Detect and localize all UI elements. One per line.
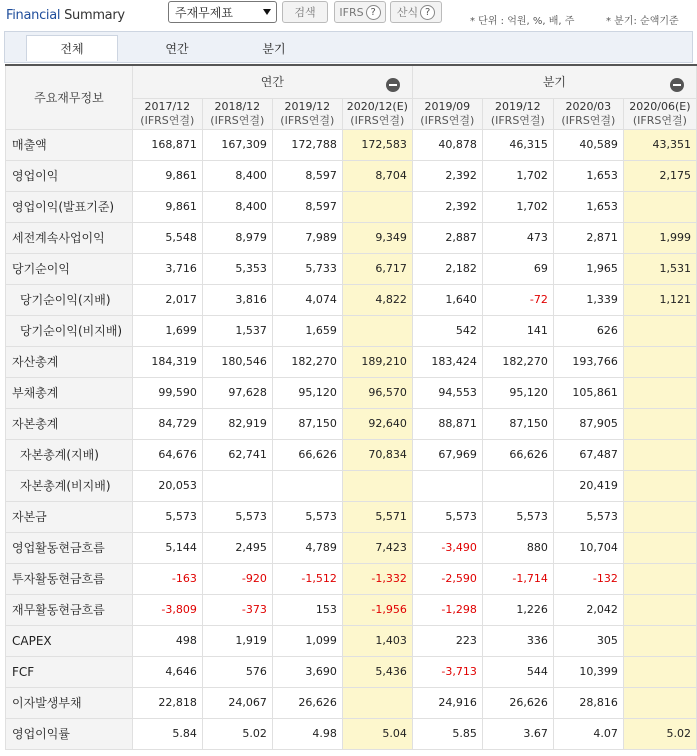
table-row — [6, 284, 697, 315]
table-cell — [623, 315, 696, 346]
table-cell: 189,210 — [342, 346, 412, 377]
table-cell — [623, 408, 696, 439]
table-cell: 24,067 — [202, 687, 272, 718]
table-row — [6, 439, 697, 470]
table-cell: -373 — [202, 594, 272, 625]
row-header-title: 주요재무정보 — [6, 65, 133, 129]
table-cell: 141 — [482, 315, 553, 346]
table-row — [6, 346, 697, 377]
table-cell: 4,074 — [272, 284, 342, 315]
table-cell — [623, 625, 696, 656]
column-header — [272, 98, 342, 129]
question-icon: ? — [420, 5, 435, 20]
column-basis: (IFRS연결) — [561, 113, 616, 127]
table-cell: 473 — [482, 222, 553, 253]
table-row — [6, 160, 697, 191]
table-cell: -1,956 — [342, 594, 412, 625]
column-period: 2019/12 — [284, 99, 331, 113]
row-label: FCF — [6, 656, 133, 687]
table-cell — [623, 439, 696, 470]
table-cell: 2,392 — [412, 160, 482, 191]
table-cell — [272, 470, 342, 501]
table-cell: 92,640 — [342, 408, 412, 439]
table-cell: 5,733 — [272, 253, 342, 284]
table-cell — [623, 191, 696, 222]
column-header — [132, 98, 202, 129]
table-cell: 9,349 — [342, 222, 412, 253]
table-row — [6, 687, 697, 718]
table-cell — [342, 470, 412, 501]
table-cell: 97,628 — [202, 377, 272, 408]
table-cell: 1,999 — [623, 222, 696, 253]
table-cell: 626 — [553, 315, 623, 346]
table-cell — [623, 656, 696, 687]
row-label: 자본총계(비지배) — [6, 470, 133, 501]
table-cell: 1,099 — [272, 625, 342, 656]
table-cell: 4.98 — [272, 718, 342, 749]
table-cell: 96,570 — [342, 377, 412, 408]
quarter-group-label: 분기 — [542, 75, 566, 90]
table-cell: 2,871 — [553, 222, 623, 253]
row-label: 투자활동현금흐름 — [6, 563, 133, 594]
row-label: 자본총계(지배) — [6, 439, 133, 470]
table-cell: 5.84 — [132, 718, 202, 749]
table-row — [6, 315, 697, 346]
table-cell: 193,766 — [553, 346, 623, 377]
table-cell: 10,399 — [553, 656, 623, 687]
table-cell: 67,969 — [412, 439, 482, 470]
table-cell: 66,626 — [272, 439, 342, 470]
table-cell: 2,017 — [132, 284, 202, 315]
table-cell: -920 — [202, 563, 272, 594]
column-basis: (IFRS연결) — [420, 113, 475, 127]
row-label: 영업이익 — [6, 160, 133, 191]
table-cell — [202, 470, 272, 501]
table-cell — [342, 315, 412, 346]
table-cell: 336 — [482, 625, 553, 656]
table-cell: 26,626 — [272, 687, 342, 718]
tab-all[interactable]: 전체 — [26, 35, 118, 61]
table-cell: 1,339 — [553, 284, 623, 315]
table-cell: -132 — [553, 563, 623, 594]
column-basis: (IFRS연결) — [280, 113, 335, 127]
table-cell: 184,319 — [132, 346, 202, 377]
column-basis: (IFRS연결) — [632, 113, 687, 127]
table-cell: -1,332 — [342, 563, 412, 594]
table-cell: 4,822 — [342, 284, 412, 315]
column-period: 2019/09 — [424, 99, 471, 113]
table-cell: 5,573 — [553, 501, 623, 532]
financial-summary-table — [5, 64, 697, 750]
column-header — [412, 98, 482, 129]
formula-help-button[interactable] — [390, 1, 442, 23]
column-period: 2018/12 — [214, 99, 261, 113]
table-cell: 168,871 — [132, 129, 202, 160]
table-cell: 40,589 — [553, 129, 623, 160]
table-cell: 8,597 — [272, 160, 342, 191]
table-cell: 880 — [482, 532, 553, 563]
table-cell: 1,702 — [482, 160, 553, 191]
table-cell: 1,699 — [132, 315, 202, 346]
statement-select-value: 주재무제표 — [175, 6, 233, 20]
table-cell: 67,487 — [553, 439, 623, 470]
row-label: 자본금 — [6, 501, 133, 532]
summary-toolbar — [0, 0, 697, 30]
table-cell — [412, 470, 482, 501]
table-cell: 4.07 — [553, 718, 623, 749]
table-cell: 576 — [202, 656, 272, 687]
table-cell: 22,818 — [132, 687, 202, 718]
column-basis: (IFRS연결) — [140, 113, 195, 127]
table-cell: 1,653 — [553, 191, 623, 222]
table-cell — [623, 594, 696, 625]
table-cell: 66,626 — [482, 439, 553, 470]
table-cell — [623, 377, 696, 408]
quarter-basis-note: * 분기: 순액기준 — [606, 16, 679, 27]
row-label: 당기순이익(지배) — [6, 284, 133, 315]
collapse-annual-icon[interactable] — [386, 78, 400, 92]
table-cell: 183,424 — [412, 346, 482, 377]
table-cell: 5,548 — [132, 222, 202, 253]
table-cell: 43,351 — [623, 129, 696, 160]
column-period: 2019/12 — [494, 99, 541, 113]
table-cell: 26,626 — [482, 687, 553, 718]
table-cell: 1,965 — [553, 253, 623, 284]
column-header — [482, 98, 553, 129]
column-period: 2020/12(E) — [346, 99, 408, 113]
table-cell: 1,659 — [272, 315, 342, 346]
table-cell: 2,887 — [412, 222, 482, 253]
table-cell: -3,713 — [412, 656, 482, 687]
table-cell: 46,315 — [482, 129, 553, 160]
table-cell: 5,144 — [132, 532, 202, 563]
table-row — [6, 718, 697, 749]
table-cell — [342, 687, 412, 718]
table-cell: 82,919 — [202, 408, 272, 439]
column-basis: (IFRS연결) — [350, 113, 405, 127]
table-cell: 88,871 — [412, 408, 482, 439]
column-basis: (IFRS연결) — [210, 113, 265, 127]
table-row — [6, 253, 697, 284]
table-cell: 84,729 — [132, 408, 202, 439]
row-label: 세전계속사업이익 — [6, 222, 133, 253]
column-header — [202, 98, 272, 129]
table-cell: 5,571 — [342, 501, 412, 532]
column-period: 2020/03 — [565, 99, 612, 113]
table-cell: 5,573 — [412, 501, 482, 532]
table-cell: 8,400 — [202, 191, 272, 222]
table-row — [6, 625, 697, 656]
table-cell: 87,905 — [553, 408, 623, 439]
table-cell: -3,809 — [132, 594, 202, 625]
table-row — [6, 501, 697, 532]
table-cell: 182,270 — [272, 346, 342, 377]
row-label: 당기순이익(비지배) — [6, 315, 133, 346]
table-row — [6, 129, 697, 160]
row-label: 부채총계 — [6, 377, 133, 408]
table-cell: 5,436 — [342, 656, 412, 687]
column-period: 2020/06(E) — [629, 99, 691, 113]
unit-note: * 단위 : 억원, %, 배, 주 — [470, 16, 575, 27]
table-cell: 2,392 — [412, 191, 482, 222]
table-cell — [623, 346, 696, 377]
table-cell: 3,716 — [132, 253, 202, 284]
table-row — [6, 377, 697, 408]
row-label: 이자발생부채 — [6, 687, 133, 718]
table-cell — [482, 470, 553, 501]
table-cell: 172,788 — [272, 129, 342, 160]
table-cell: -1,298 — [412, 594, 482, 625]
table-cell: 5.02 — [623, 718, 696, 749]
table-cell: 1,919 — [202, 625, 272, 656]
table-cell: 20,053 — [132, 470, 202, 501]
quarter-group-header — [412, 65, 696, 98]
table-cell: 70,834 — [342, 439, 412, 470]
annual-group-label: 연간 — [260, 75, 284, 90]
row-label: 당기순이익 — [6, 253, 133, 284]
table-cell: 223 — [412, 625, 482, 656]
table-cell: 24,916 — [412, 687, 482, 718]
table-cell: 542 — [412, 315, 482, 346]
table-cell: 172,583 — [342, 129, 412, 160]
row-label: 영업활동현금흐름 — [6, 532, 133, 563]
column-period: 2017/12 — [144, 99, 191, 113]
search-button[interactable]: 검색 — [282, 1, 328, 23]
tab-annual[interactable]: 연간 — [165, 41, 189, 56]
table-cell: -1,512 — [272, 563, 342, 594]
table-cell: 87,150 — [482, 408, 553, 439]
table-row — [6, 470, 697, 501]
table-cell: -2,590 — [412, 563, 482, 594]
table-cell: 40,878 — [412, 129, 482, 160]
table-cell: 62,741 — [202, 439, 272, 470]
table-cell: 167,309 — [202, 129, 272, 160]
tab-quarterly[interactable]: 분기 — [262, 41, 286, 56]
table-cell: 182,270 — [482, 346, 553, 377]
column-basis: (IFRS연결) — [490, 113, 545, 127]
table-cell: 4,646 — [132, 656, 202, 687]
table-cell: 1,531 — [623, 253, 696, 284]
table-cell: 5,353 — [202, 253, 272, 284]
table-cell: 10,704 — [553, 532, 623, 563]
table-cell — [623, 501, 696, 532]
annual-group-header — [132, 65, 412, 98]
row-label: 재무활동현금흐름 — [6, 594, 133, 625]
table-cell: 8,400 — [202, 160, 272, 191]
table-cell: 5,573 — [272, 501, 342, 532]
table-cell: 1,403 — [342, 625, 412, 656]
table-cell: 7,989 — [272, 222, 342, 253]
table-cell: 4,789 — [272, 532, 342, 563]
table-cell: 153 — [272, 594, 342, 625]
table-cell: 5,573 — [482, 501, 553, 532]
table-cell: 3.67 — [482, 718, 553, 749]
table-row — [6, 656, 697, 687]
period-tabs — [4, 31, 693, 63]
table-row — [6, 222, 697, 253]
table-cell — [623, 687, 696, 718]
table-cell: 9,861 — [132, 191, 202, 222]
table-cell: 3,816 — [202, 284, 272, 315]
table-cell: 87,150 — [272, 408, 342, 439]
table-row — [6, 532, 697, 563]
row-label: CAPEX — [6, 625, 133, 656]
table-cell: 5,573 — [132, 501, 202, 532]
row-label: 매출액 — [6, 129, 133, 160]
table-row — [6, 563, 697, 594]
table-row — [6, 191, 697, 222]
table-cell: 28,816 — [553, 687, 623, 718]
chevron-down-icon — [263, 9, 271, 15]
table-cell — [342, 191, 412, 222]
table-cell: 1,653 — [553, 160, 623, 191]
table-cell: -163 — [132, 563, 202, 594]
row-label: 자산총계 — [6, 346, 133, 377]
table-cell: 1,640 — [412, 284, 482, 315]
table-cell: 1,226 — [482, 594, 553, 625]
table-cell: 8,597 — [272, 191, 342, 222]
table-cell: 180,546 — [202, 346, 272, 377]
table-cell: 5.02 — [202, 718, 272, 749]
table-cell: 305 — [553, 625, 623, 656]
table-cell: 544 — [482, 656, 553, 687]
table-cell: 2,182 — [412, 253, 482, 284]
row-label: 영업이익률 — [6, 718, 133, 749]
table-row — [6, 594, 697, 625]
ifrs-label: IFRS — [339, 5, 364, 19]
table-cell: 69 — [482, 253, 553, 284]
table-cell: 20,419 — [553, 470, 623, 501]
table-cell: 95,120 — [272, 377, 342, 408]
table-cell: 2,042 — [553, 594, 623, 625]
table-cell: 105,861 — [553, 377, 623, 408]
table-cell: 6,717 — [342, 253, 412, 284]
table-cell — [623, 532, 696, 563]
table-cell: 2,175 — [623, 160, 696, 191]
table-cell: 7,423 — [342, 532, 412, 563]
page-title: Financial Summary — [6, 8, 125, 23]
table-cell: -72 — [482, 284, 553, 315]
table-row — [6, 408, 697, 439]
table-cell: 94,553 — [412, 377, 482, 408]
column-header — [342, 98, 412, 129]
column-header — [623, 98, 696, 129]
table-cell: 5.85 — [412, 718, 482, 749]
table-cell: -1,714 — [482, 563, 553, 594]
table-cell: 5,573 — [202, 501, 272, 532]
table-cell: 9,861 — [132, 160, 202, 191]
table-cell: -3,490 — [412, 532, 482, 563]
table-cell: 8,704 — [342, 160, 412, 191]
table-cell: 64,676 — [132, 439, 202, 470]
table-cell: 1,537 — [202, 315, 272, 346]
collapse-quarter-icon[interactable] — [670, 78, 684, 92]
table-cell: 95,120 — [482, 377, 553, 408]
statement-select[interactable] — [168, 1, 277, 23]
formula-label: 산식 — [396, 6, 419, 19]
column-header — [553, 98, 623, 129]
table-cell: 5.04 — [342, 718, 412, 749]
table-cell: 8,979 — [202, 222, 272, 253]
table-cell — [623, 563, 696, 594]
table-cell — [623, 470, 696, 501]
table-cell: 3,690 — [272, 656, 342, 687]
table-cell: 1,702 — [482, 191, 553, 222]
row-label: 영업이익(발표기준) — [6, 191, 133, 222]
table-cell: 2,495 — [202, 532, 272, 563]
table-cell: 498 — [132, 625, 202, 656]
row-label: 자본총계 — [6, 408, 133, 439]
table-cell: 1,121 — [623, 284, 696, 315]
ifrs-help-button[interactable] — [334, 1, 386, 23]
question-icon: ? — [366, 5, 381, 20]
table-cell: 99,590 — [132, 377, 202, 408]
